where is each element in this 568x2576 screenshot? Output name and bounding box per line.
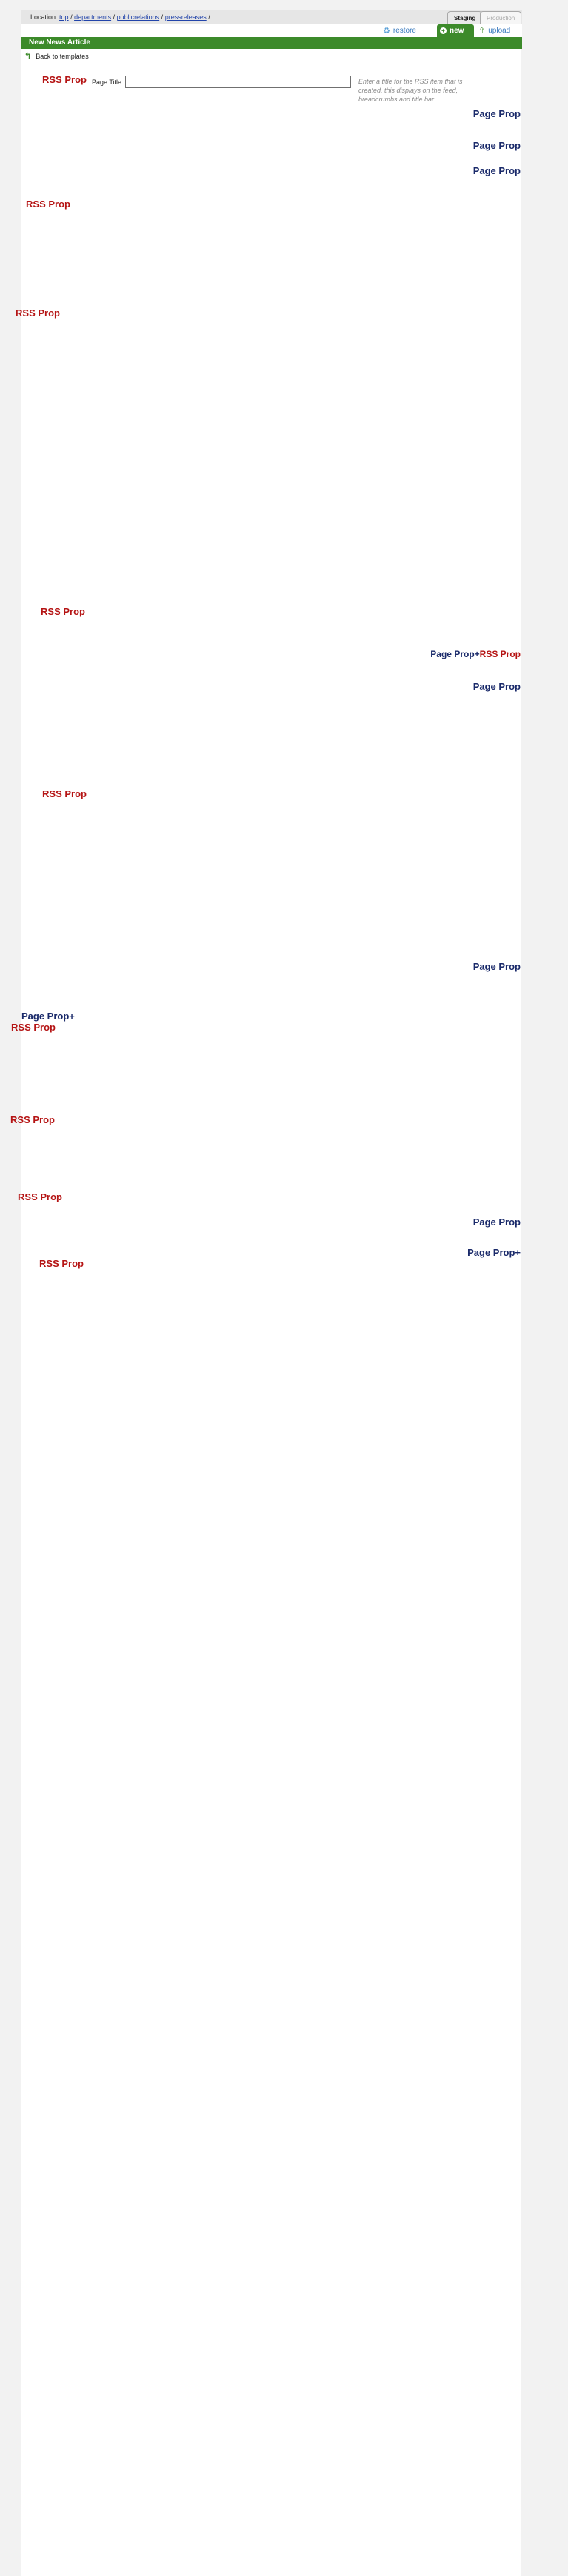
annotation-page-prop: Page Prop: [21, 961, 521, 2290]
crumb-pressreleases[interactable]: pressreleases: [164, 13, 207, 21]
annotation-page-prop-plus: Page Prop+: [21, 1247, 521, 2576]
annotation-page-prop: Page Prop: [21, 681, 521, 2010]
action-bar: [21, 24, 522, 37]
plus-icon: +: [440, 27, 447, 34]
annotation-rss-prop: RSS Prop: [39, 1258, 84, 1269]
upload-arrow-icon: ⇧: [478, 27, 486, 36]
annotation-rss-prop: RSS Prop: [42, 788, 87, 799]
annotation-rss-prop: RSS Prop: [18, 1191, 62, 1202]
crumb-departments[interactable]: departments: [74, 13, 112, 21]
breadcrumb: Location: top / departments / publicrelations / pressreleases /: [30, 13, 210, 21]
upload-button[interactable]: ⇧ upload: [478, 27, 511, 36]
recycle-icon: ♻: [383, 27, 390, 36]
annotation-page-prop-plus: Page Prop+: [21, 1011, 521, 2340]
restore-button[interactable]: ♻ restore: [383, 27, 416, 36]
annotation-rss-prop: RSS Prop: [26, 199, 70, 210]
crumb-top[interactable]: top: [59, 13, 69, 21]
crumb-publicrelations[interactable]: publicrelations: [116, 13, 160, 21]
annotation-rss-prop: RSS Prop: [42, 74, 87, 85]
annotation-rss-prop: RSS Prop: [16, 307, 60, 319]
annotation-page-prop: Page Prop: [21, 108, 521, 1437]
annotation-page-prop: Page Prop: [21, 165, 521, 1494]
page-title-input[interactable]: [125, 76, 351, 88]
annotation-page-prop: Page Prop: [21, 140, 521, 1469]
return-arrow-icon: ↰: [24, 52, 32, 61]
field-label: Page Title: [91, 79, 121, 86]
page-title: New News Article: [21, 37, 522, 49]
annotation-page-prop: Page Prop: [21, 1217, 521, 2546]
new-button[interactable]: + new: [437, 24, 474, 37]
tab-production[interactable]: Production: [480, 11, 521, 24]
tab-staging[interactable]: Staging: [447, 11, 482, 24]
location-bar: [21, 10, 522, 24]
annotation-rss-prop: RSS Prop: [41, 606, 85, 617]
annotation-page-prop-plus-rss: Page Prop+RSS Prop: [21, 649, 521, 1978]
annotation-rss-prop: RSS Prop: [11, 1022, 56, 1033]
field-hint: Enter a title for the RSS item that is created, this displays on the feed, breadcrumbs and title bar.: [358, 78, 463, 103]
back-to-templates-link[interactable]: ↰ Back to templates: [24, 52, 89, 61]
annotation-rss-prop: RSS Prop: [10, 1114, 55, 1125]
